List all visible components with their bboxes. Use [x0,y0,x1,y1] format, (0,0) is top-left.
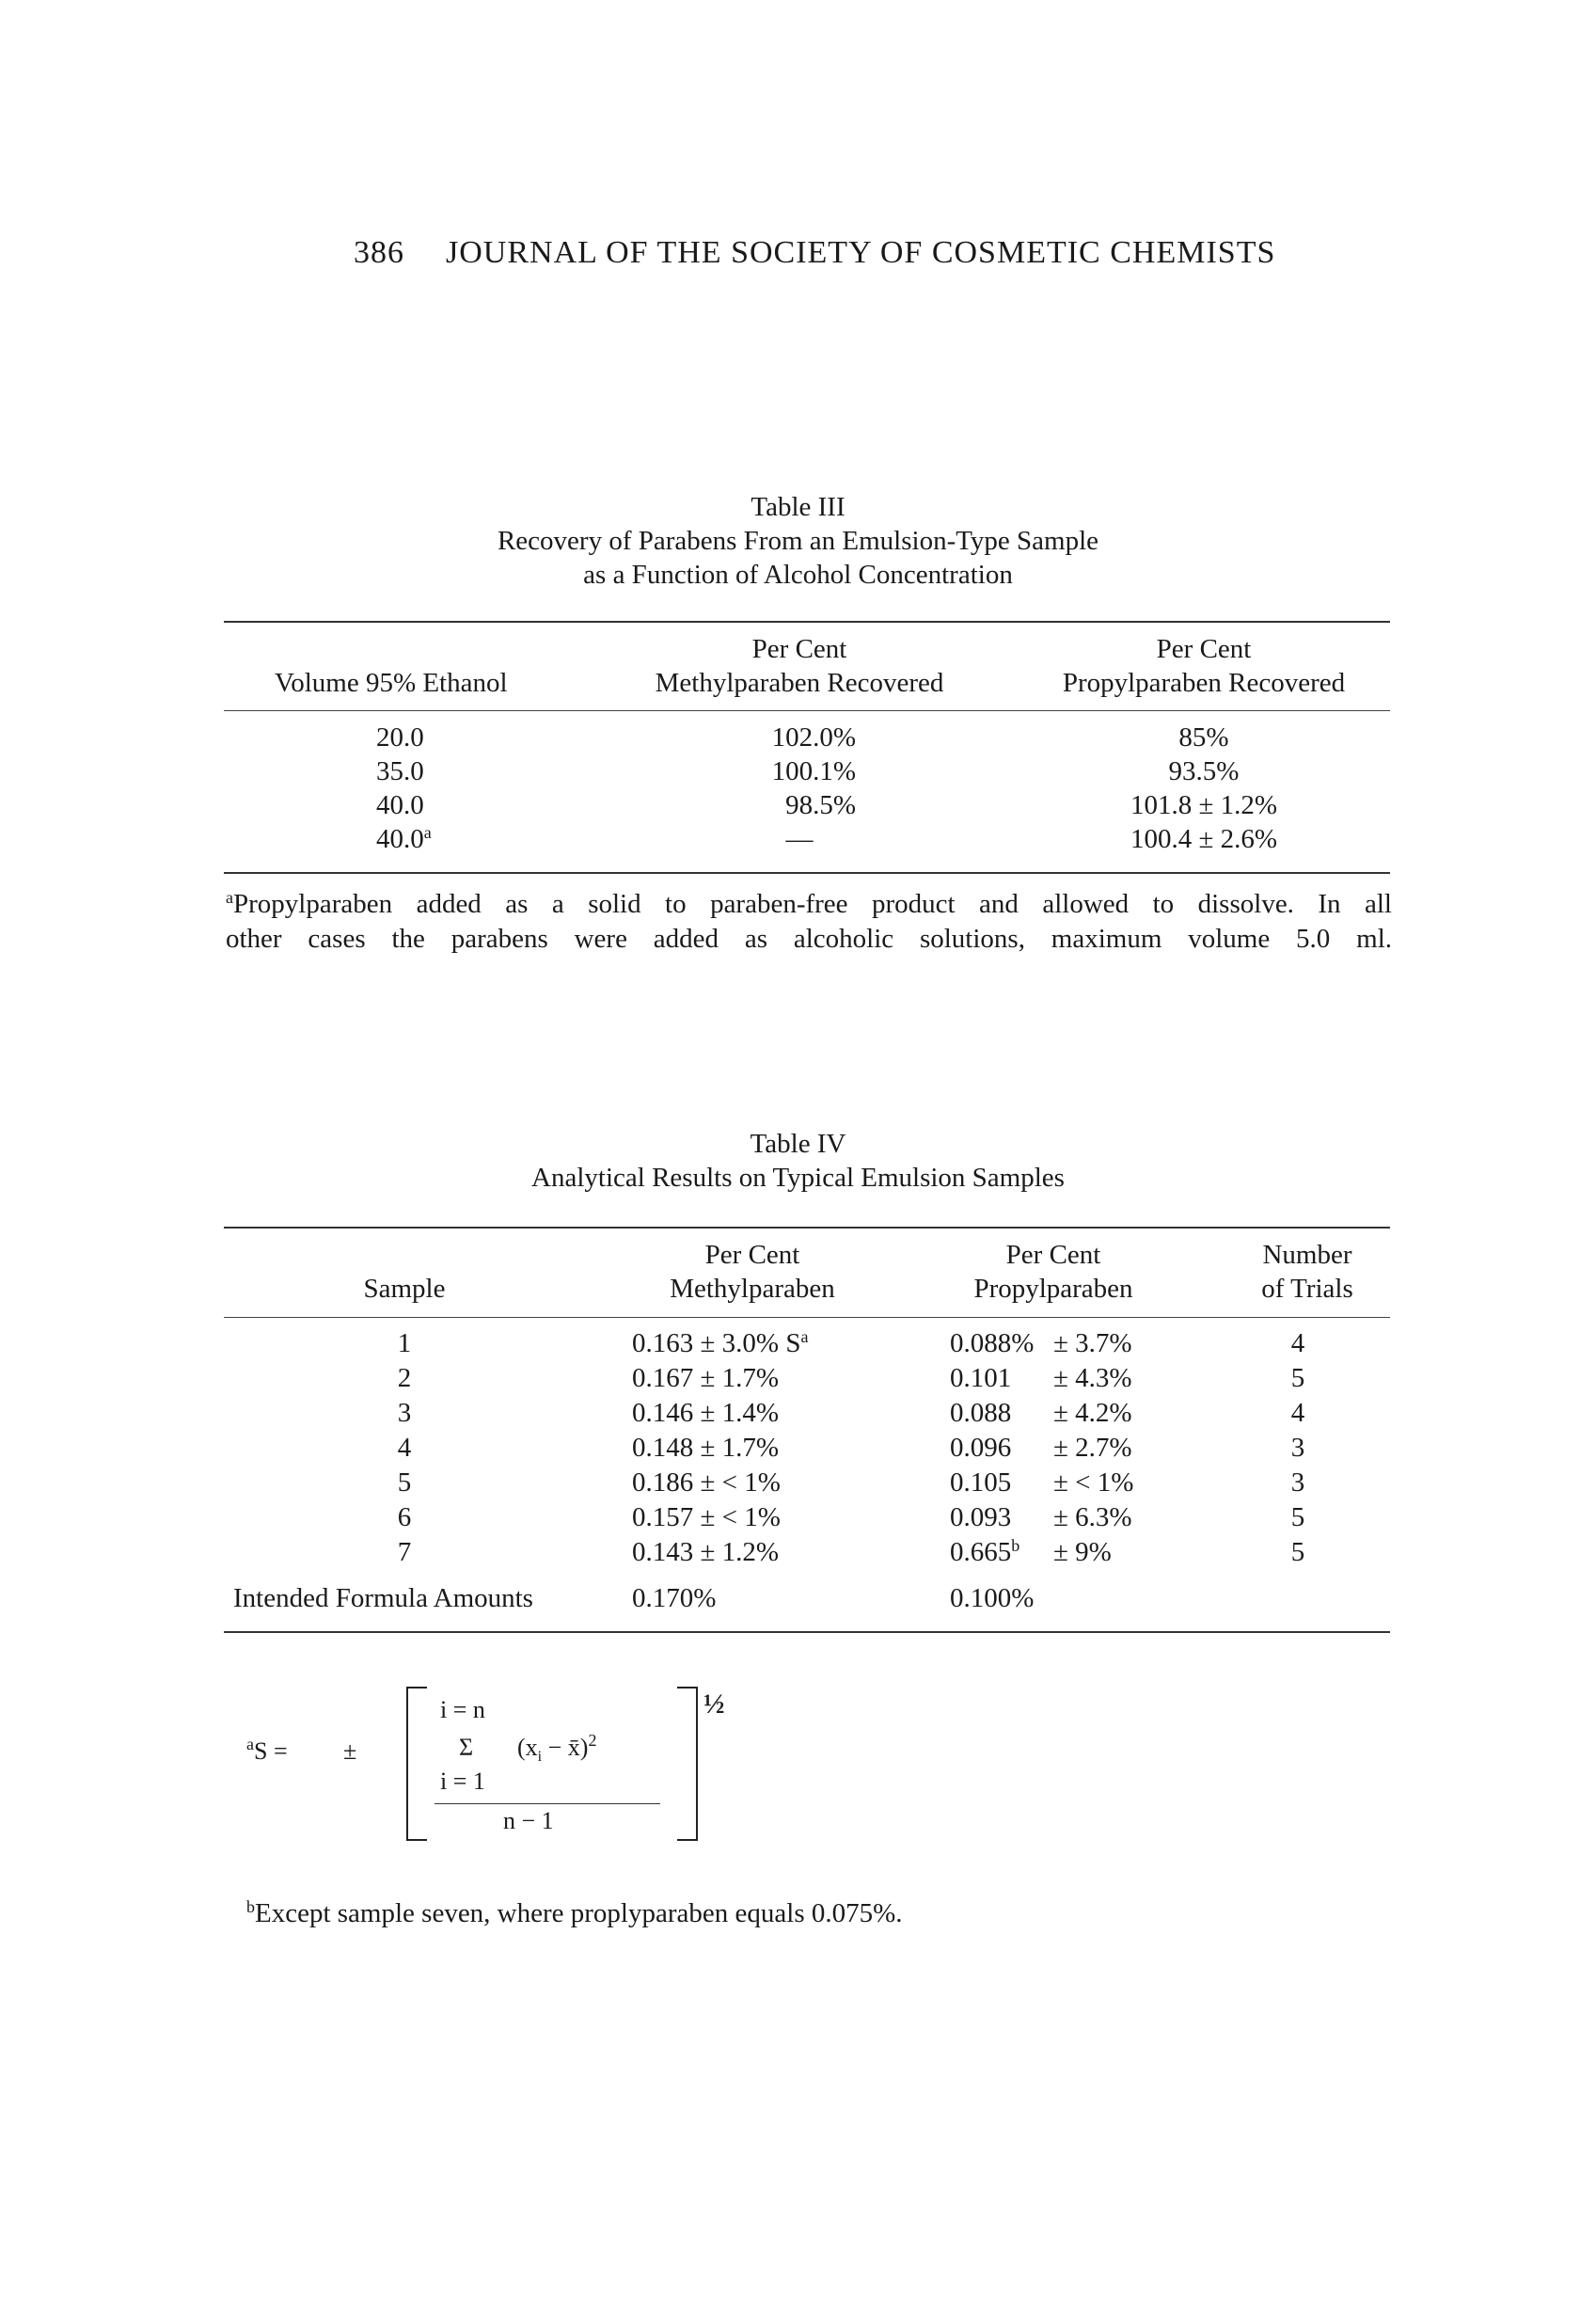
volume-cell: 40.0 [376,824,424,854]
footnote-marker: b [1011,1536,1020,1555]
trials-cell: 5 [1290,1502,1305,1532]
sample-cell: 6 [397,1502,412,1532]
table4-col2-header-line1: Per Cent [704,1240,800,1270]
propyl-error: ± 9% [1053,1537,1112,1567]
table3-col2-header-line1: Per Cent [751,634,847,664]
running-header [354,235,1275,271]
table3-header-rule [224,710,1390,711]
trials-cell: 5 [1290,1537,1305,1567]
sample-cell: 4 [397,1433,412,1463]
sigma-symbol: Σ [459,1734,474,1761]
table4-col3-header-line1: Per Cent [1005,1240,1101,1270]
table4-col2-header-line2: Methylparaben [670,1274,835,1304]
propyl-value: 0.096 [950,1433,1012,1463]
journal-title: JOURNAL OF THE SOCIETY OF COSMETIC CHEMISTS [446,235,1276,270]
table4-title: Analytical Results on Typical Emulsion Samples [531,1163,1065,1193]
table3-col3-header-line1: Per Cent [1156,634,1252,664]
table3-top-rule [224,621,1390,623]
table3-label: Table III [751,492,845,522]
page-number: 386 [354,235,404,270]
methyl-cell: 0.167 ± 1.7% [632,1363,780,1393]
left-bracket [406,1687,427,1841]
propyl-cell: 93.5% [1168,756,1240,786]
trials-cell: 4 [1290,1328,1305,1358]
propyl-value: 0.105 [950,1467,1012,1498]
volume-cell: 20.0 [376,722,424,753]
footnote-marker: a [226,888,233,907]
sample-cell: 1 [397,1328,412,1358]
sample-cell: 3 [397,1398,412,1428]
formula-plus-minus: ± [343,1737,357,1765]
table4-label: Table IV [750,1129,846,1159]
trials-cell: 5 [1290,1363,1305,1393]
trials-cell: 3 [1290,1467,1305,1498]
table3-title-line1: Recovery of Parabens From an Emulsion-Type Sample [497,526,1099,556]
table3-col1-header: Volume 95% Ethanol [275,668,508,698]
volume-cell: 40.0 [376,790,424,820]
footnote-marker: a [423,823,432,842]
table3-bottom-rule [224,872,1390,874]
propyl-cell: 100.4 ± 2.6% [1130,824,1278,854]
table4-header-rule [224,1317,1390,1318]
propyl-error: ± 2.7% [1053,1433,1132,1463]
summand: ($x_i$ − x̄)$^2$ [517,1731,597,1766]
table4-top-rule [224,1227,1390,1229]
methyl-cell: 0.163 ± 3.0% S [632,1328,801,1358]
sample-cell: 5 [397,1467,412,1498]
propyl-error: ± 4.2% [1053,1398,1132,1428]
table3-col2-header-line2: Methylparaben Recovered [655,668,944,698]
table3-footnote-line1: $^a$Propylparaben added as a solid to paraben-free product and allowed to dissolve. In all [226,888,1392,919]
sample-cell: 2 [397,1363,412,1393]
methyl-cell: 100.1% [771,756,856,786]
table4-footnote-b: $^b$Except sample seven, where proplyparaben equals 0.075%. [246,1897,903,1928]
footnote-marker: b [246,1897,255,1916]
trials-cell: 3 [1290,1433,1305,1463]
propyl-error: ± 4.3% [1053,1363,1132,1393]
table3-footnote-line2: other cases the parabens were added as alcoholic solutions, maximum volume 5.0 ml. [226,924,1392,954]
propyl-value: 0.088% [950,1328,1035,1358]
sum-upper-limit: i = n [440,1696,485,1723]
formula-exponent: ½ [703,1689,725,1720]
volume-cell: 35.0 [376,756,424,786]
table3-col3-header-line2: Propylparaben Recovered [1062,668,1346,698]
methyl-cell: 0.186 ± < 1% [632,1467,781,1498]
methyl-cell: 0.157 ± < 1% [632,1502,781,1532]
formula-lhs: S = [254,1737,288,1765]
propyl-error: ± 3.7% [1053,1328,1132,1358]
footnote-marker: a [246,1735,254,1753]
table4-col1-header: Sample [363,1274,446,1304]
propyl-cell: 85% [1178,722,1229,753]
table4-col4-header-line1: Number [1262,1240,1352,1270]
methyl-cell: 0.148 ± 1.7% [632,1433,780,1463]
sample-cell: 7 [397,1537,412,1567]
sum-lower-limit: i = 1 [440,1768,485,1795]
propyl-value: 0.088 [950,1398,1012,1428]
propyl-error: ± < 1% [1053,1467,1134,1498]
table4-bottom-rule [224,1631,1390,1633]
methyl-cell: 98.5% [785,790,856,820]
propyl-error: ± 6.3% [1053,1502,1132,1532]
propyl-value: 0.093 [950,1502,1012,1532]
table4-col3-header-line2: Propylparaben [973,1274,1133,1304]
right-bracket [677,1687,698,1841]
denominator: n − 1 [503,1807,554,1834]
table4-col4-header-line2: of Trials [1261,1274,1353,1304]
methyl-cell: 0.146 ± 1.4% [632,1398,780,1428]
propyl-cell: 101.8 ± 1.2% [1130,790,1278,820]
intended-label: Intended Formula Amounts [233,1583,533,1613]
propyl-value: 0.665 [950,1537,1012,1567]
intended-methyl: 0.170% [632,1583,717,1613]
footnote-marker: a [800,1327,809,1346]
table3-title-line2: as a Function of Alcohol Concentration [583,560,1013,590]
intended-propyl: 0.100% [950,1583,1035,1613]
trials-cell: 4 [1290,1398,1305,1428]
methyl-cell: — [785,824,814,854]
propyl-value: 0.101 [950,1363,1012,1393]
methyl-cell: 102.0% [771,722,856,753]
methyl-cell: 0.143 ± 1.2% [632,1537,780,1567]
